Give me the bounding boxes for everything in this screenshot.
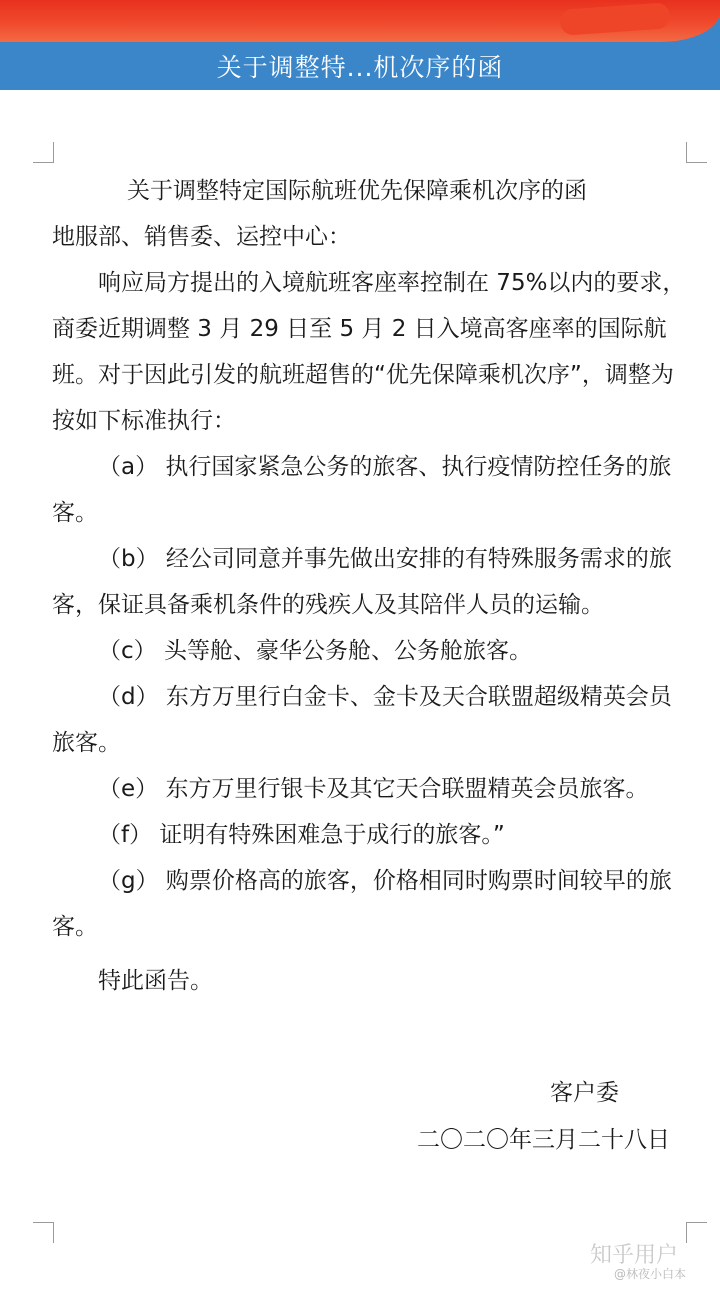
letter-recipients: 地服部、销售委、运控中心：: [52, 224, 351, 250]
priority-item-g: （g） 购票价格高的旅客，价格相同时购票时间较早的旅客。: [52, 868, 672, 940]
priority-item-b: （b） 经公司同意并事先做出安排的有特殊服务需求的旅客，保证具备乘机条件的残疾人及其陪伴人员的运输。: [52, 546, 672, 618]
letter-title: 关于调整特定国际航班优先保障乘机次序的函: [127, 178, 587, 204]
letter-intro-paragraph: 响应局方提出的入境航班客座率控制在 75%以内的要求，商委近期调整 3 月 29 日至 5 月 2 日入境高客座率的国际航班。对于因此引发的航班超售的“优先保障乘机次序”，调整为按如下标准执行：: [52, 270, 686, 434]
page-corner-mark: [33, 1222, 54, 1243]
document-tab-title: 关于调整特...机次序的函: [216, 53, 504, 82]
priority-item-e: （e） 东方万里行银卡及其它天合联盟精英会员旅客。: [98, 776, 649, 802]
signature-department: 客户委: [550, 1080, 619, 1106]
priority-item-a: （a） 执行国家紧急公务的旅客、执行疫情防控任务的旅客。: [52, 454, 672, 526]
priority-item-f: （f） 证明有特殊困难急于成行的旅客。”: [98, 822, 505, 848]
priority-item-d: （d） 东方万里行白金卡、金卡及天合联盟超级精英会员旅客。: [52, 684, 672, 756]
priority-item-c: （c） 头等舱、豪华公务舱、公务舱旅客。: [98, 638, 532, 664]
app-header-bar: [0, 0, 720, 90]
signature-date: 二〇二〇年三月二十八日: [417, 1127, 670, 1153]
watermark-subtext: @林夜小白本: [614, 1267, 687, 1281]
redacted-status-area: [0, 0, 720, 42]
letter-closing: 特此函告。: [98, 968, 213, 994]
watermark: [590, 1236, 720, 1281]
document-body: [52, 168, 688, 1004]
page-corner-mark: [686, 142, 707, 163]
watermark-text: 知乎用户: [590, 1243, 679, 1268]
page-corner-mark: [33, 142, 54, 163]
